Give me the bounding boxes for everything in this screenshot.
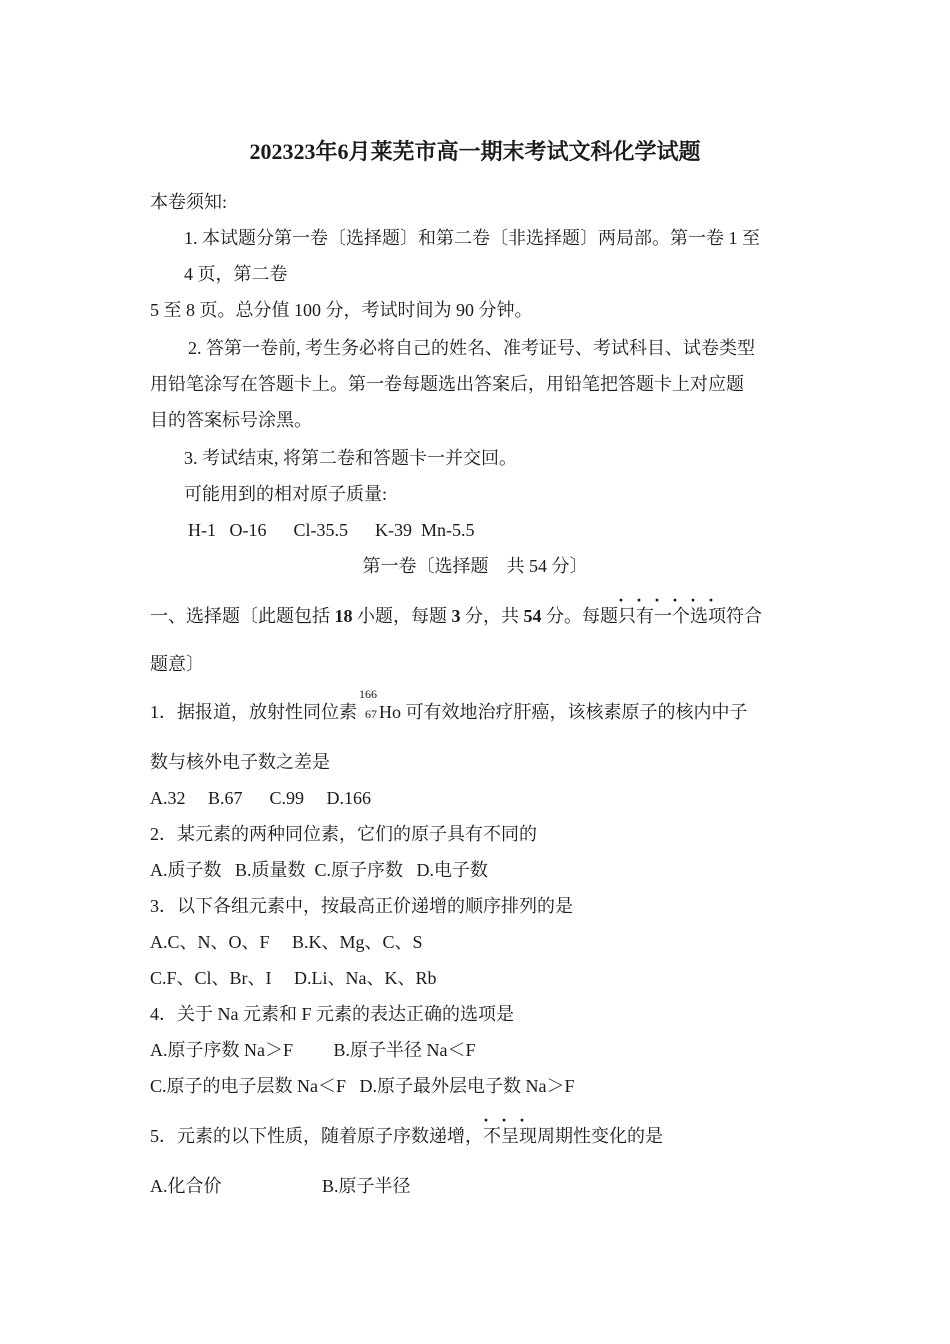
- instr-question-count: 18: [334, 606, 353, 626]
- instr-part-2: 小题，每题: [352, 606, 452, 626]
- notice-item-3: 3. 考试结束, 将第二卷和答题卡一并交回。: [184, 448, 517, 468]
- section-1-instructions: [150, 604, 762, 628]
- notice-item-2-line-2: 用铅笔涂写在答题卡上。第一卷每题选出答案后，用铅笔把答题卡上对应题: [150, 374, 744, 394]
- q5-prefix: 5．元素的以下性质，随着原子序数递增，: [150, 1126, 483, 1146]
- notice-item-2-line-1: 2. 答第一卷前, 考生务必将自己的姓名、准考证号、考试科目、试卷类型: [188, 338, 755, 358]
- q1-prefix: 1．据报道，放射性同位素: [150, 702, 357, 722]
- isotope-mass-number: 166: [359, 687, 377, 701]
- isotope-atomic-number: 67: [365, 707, 377, 721]
- atomic-mass-label: 可能用到的相对原子质量:: [184, 484, 387, 504]
- notice-item-1-line-1: 1. 本试题分第一卷〔选择题〕和第二卷〔非选择题〕两局部。第一卷 1 至: [184, 228, 760, 248]
- notice-item-1-line-2: 4 页，第二卷: [184, 264, 288, 284]
- question-4-options-ab: A.原子序数 Na＞F B.原子半径 Na＜F: [150, 1040, 476, 1060]
- question-1: [150, 687, 748, 724]
- question-3-options-ab: A.C、N、O、F B.K、Mg、C、S: [150, 932, 423, 952]
- q1-suffix: Ho 可有效地治疗肝癌，该核素原子的核内中子: [379, 702, 748, 722]
- atomic-mass-values: H-1 O-16 Cl-35.5 K-39 Mn-5.5: [188, 520, 475, 540]
- notice-item-2-line-3: 目的答案标号涂黑。: [150, 410, 312, 430]
- instr-part-3: 分，共: [460, 606, 524, 626]
- q5-suffix: 周期性变化的是: [537, 1126, 663, 1146]
- question-3-options-cd: C.F、Cl、Br、I D.Li、Na、K、Rb: [150, 968, 437, 988]
- question-3: 3．以下各组元素中，按最高正价递增的顺序排列的是: [150, 896, 573, 916]
- q5-emphasis: · · · 不呈现: [483, 1126, 537, 1146]
- question-5-option-a: A.化合价: [150, 1176, 222, 1196]
- section-1-title: 第一卷〔选择题 共 54 分〕: [362, 556, 588, 576]
- question-5: [150, 1124, 663, 1148]
- instr-part-1: 一、选择题〔此题包括: [150, 606, 335, 626]
- instr-points-total: 54: [523, 606, 542, 626]
- instr-emphasis: · · 只有一个: [618, 606, 690, 626]
- question-5-option-b: B.原子半径: [322, 1176, 411, 1196]
- question-4: 4．关于 Na 元素和 F 元素的表达正确的选项是: [150, 1004, 514, 1024]
- instr-part-5: 选项符合: [690, 606, 762, 626]
- isotope-notation: [357, 687, 379, 724]
- section-1-instructions-end: 题意〕: [150, 654, 204, 674]
- question-1-line-2: 数与核外电子数之差是: [150, 752, 330, 772]
- exam-title: 202323年6月莱芜市高一期末考试文科化学试题: [249, 139, 701, 164]
- question-2: 2．某元素的两种同位素，它们的原子具有不同的: [150, 824, 537, 844]
- question-1-options: A.32 B.67 C.99 D.166: [150, 788, 372, 808]
- question-2-options: A.质子数 B.质量数 C.原子序数 D.电子数: [150, 860, 489, 880]
- notice-item-1-line-3: 5 至 8 页。总分值 100 分，考试时间为 90 分钟。: [150, 300, 533, 320]
- question-4-options-cd: C.原子的电子层数 Na＜F D.原子最外层电子数 Na＞F: [150, 1076, 575, 1096]
- instr-part-4: 分。每题: [541, 606, 618, 626]
- instr-points-each: 3: [451, 606, 461, 626]
- notice-heading: 本卷须知:: [150, 192, 228, 212]
